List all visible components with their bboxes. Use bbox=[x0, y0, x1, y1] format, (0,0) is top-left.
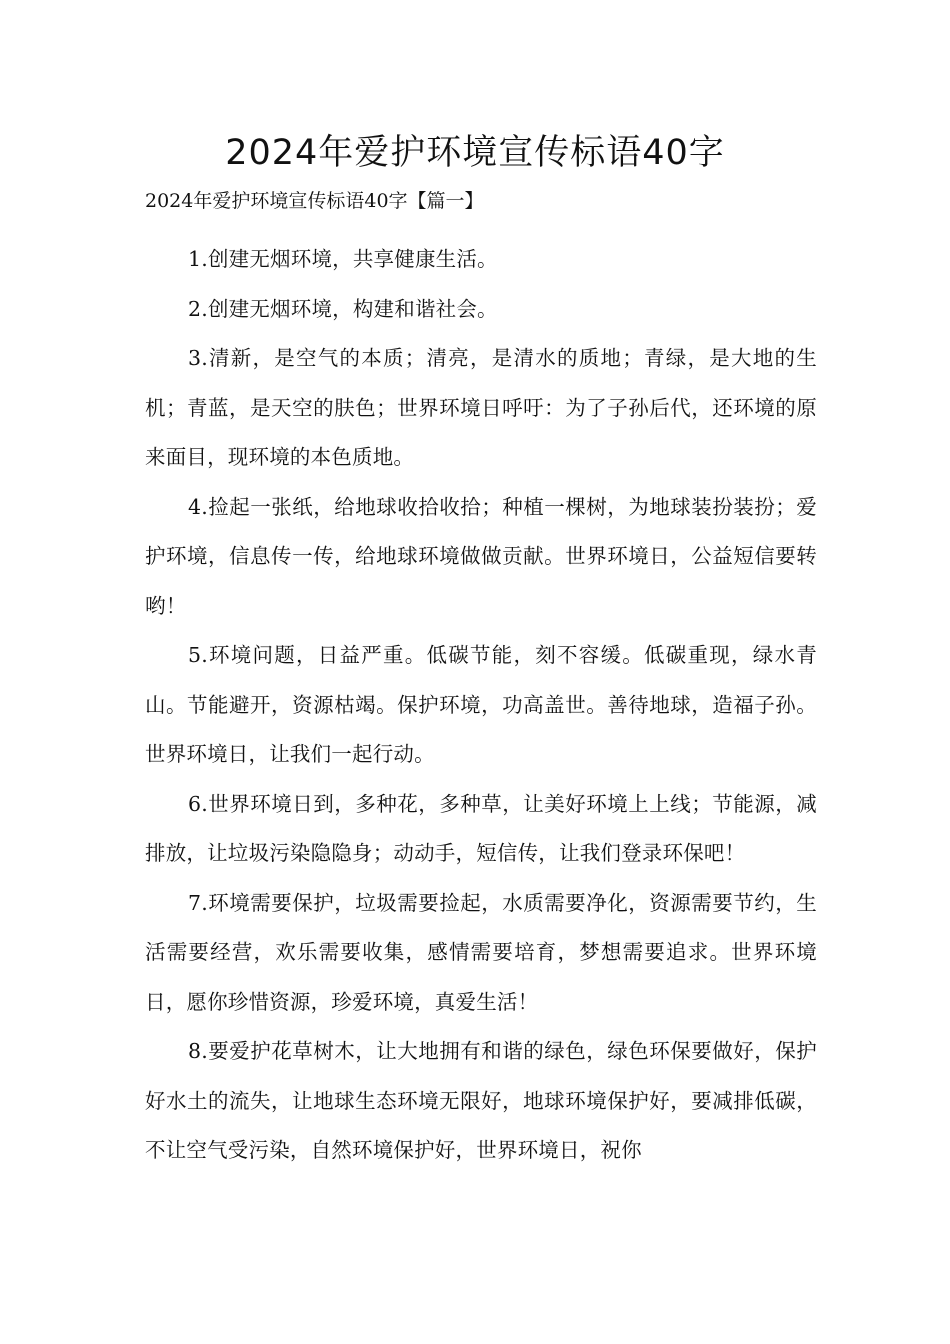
slogan-item-7: 7.环境需要保护，垃圾需要捡起，水质需要净化，资源需要节约，生活需要经营，欢乐需要收集，感情需要培育，梦想需要追求。世界环境日，愿你珍惜资源，珍爱环境，真爱生活！ bbox=[145, 890, 817, 1014]
slogan-item-6: 6.世界环境日到，多种花，多种草，让美好环境上上线；节能源，减排放，让垃圾污染隐隐身；动动手，短信传，让我们登录环保吧！ bbox=[145, 791, 817, 865]
slogan-item-1: 1.创建无烟环境，共享健康生活。 bbox=[188, 247, 498, 271]
slogan-item-4: 4.捡起一张纸，给地球收拾收拾；种植一棵树，为地球装扮装扮；爱护环境，信息传一传，给地球环境做做贡献。世界环境日，公益短信要转哟！ bbox=[145, 494, 817, 618]
document-title: 2024年爱护环境宣传标语40字 bbox=[225, 133, 725, 173]
slogan-list bbox=[145, 235, 817, 1176]
slogan-item-3: 3.清新，是空气的本质；清亮，是清水的质地；青绿，是大地的生机；青蓝，是天空的肤色；世界环境日呼吁：为了子孙后代，还环境的原来面目，现环境的本色质地。 bbox=[145, 346, 817, 469]
slogan-item-5: 5.环境问题，日益严重。低碳节能，刻不容缓。低碳重现，绿水青山。节能避开，资源枯竭。保护环境，功高盖世。善待地球，造福子孙。世界环境日，让我们一起行动。 bbox=[145, 643, 817, 766]
slogan-item-2: 2.创建无烟环境，构建和谐社会。 bbox=[188, 296, 498, 321]
section-heading: 2024年爱护环境宣传标语40字【篇一】 bbox=[145, 190, 484, 212]
slogan-item-8: 8.要爱护花草树木，让大地拥有和谐的绿色，绿色环保要做好，保护好水土的流失，让地球生态环境无限好，地球环境保护好，要减排低碳，不让空气受污染，自然环境保护好，世界环境日，祝你 bbox=[145, 1039, 817, 1162]
